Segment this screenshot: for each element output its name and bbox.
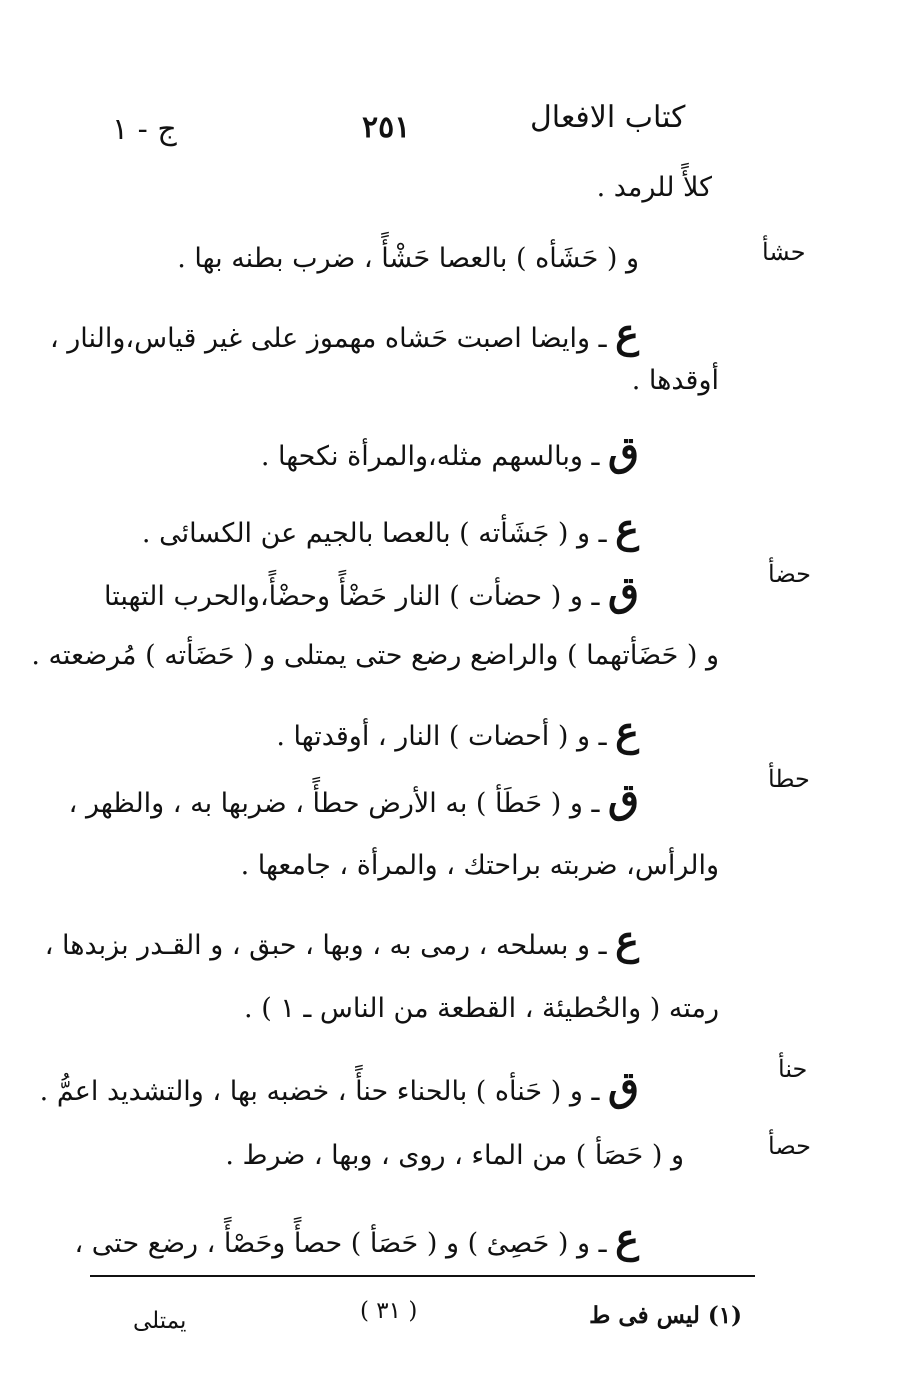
source-letter: ع [615, 505, 639, 552]
text-line: ع ـ و ( حَصِئ ) و ( حَصَأ ) حصأً وحَصْأً ، رضع حتى ، [74, 1215, 639, 1262]
text-line: ق ـ و ( حَطَأ ) به الأرض حطأً ، ضربها به ، والظهر ، [68, 775, 639, 822]
text-line: و ( حَضَأتهما ) والراضع رضع حتى يمتلى و ( حَضَأته ) مُرضعته . [31, 640, 719, 671]
sheet-number: ( ٣١ ) [360, 1298, 418, 1324]
catchword: يمتلى [133, 1308, 187, 1334]
book-title: كتاب الافعال [530, 100, 686, 135]
source-letter: ق [607, 428, 639, 475]
page-number: ٢٥١ [362, 110, 411, 145]
source-letter: ع [615, 310, 639, 357]
text-line: ق ـ و ( حَنأه ) بالحناء حنأً ، خضبه بها ، والتشديد اعمُّ . [39, 1063, 639, 1110]
text-line: والرأس، ضربته براحتك ، والمرأة ، جامعها . [240, 850, 719, 881]
text-line: ع ـ و ( جَشَأته ) بالعصا بالجيم عن الكسائى . [141, 505, 639, 552]
text-line: و ( حَصَأ ) من الماء ، روى ، وبها ، ضرط . [225, 1140, 684, 1171]
margin-root-word: حشأ [762, 238, 806, 266]
source-letter: ع [615, 1215, 639, 1262]
source-letter: ع [615, 708, 639, 755]
volume-label: ج - ١ [112, 112, 177, 147]
margin-root-word: حطأ [768, 765, 810, 793]
text-line: ق ـ وبالسهم مثله،والمرأة نكحها . [260, 428, 639, 475]
text-line: و ( حَشَأه ) بالعصا حَشْأً ، ضرب بطنه بها . [177, 243, 639, 274]
source-letter: ق [607, 568, 639, 615]
text-line: ع ـ و ( أحضات ) النار ، أوقدتها . [276, 708, 639, 755]
margin-root-word: حصأ [768, 1132, 811, 1160]
text-line: ق ـ و ( حضأت ) النار حَضْأً وحضْأً،والحرب التهبتا [104, 568, 639, 615]
source-letter: ق [607, 775, 639, 822]
footnote: (١) ليس فى ط [589, 1302, 742, 1329]
footnote-rule [90, 1275, 755, 1277]
source-letter: ع [615, 917, 639, 964]
margin-root-word: حنأ [778, 1055, 808, 1083]
source-letter: ق [607, 1063, 639, 1110]
text-line: كلأً للرمد . [596, 172, 712, 203]
text-line: ع ـ وايضا اصبت حَشاه مهموز على غير قياس،والنار ، [49, 310, 639, 357]
text-line: أوقدها . [631, 365, 719, 396]
margin-root-word: حضأ [768, 560, 811, 588]
text-line: ع ـ و بسلحه ، رمى به ، وبها ، حبق ، و القـدر بزبدها ، [44, 917, 639, 964]
text-line: رمته ( والحُطيئة ، القطعة من الناس ـ ١ ) . [244, 993, 719, 1024]
